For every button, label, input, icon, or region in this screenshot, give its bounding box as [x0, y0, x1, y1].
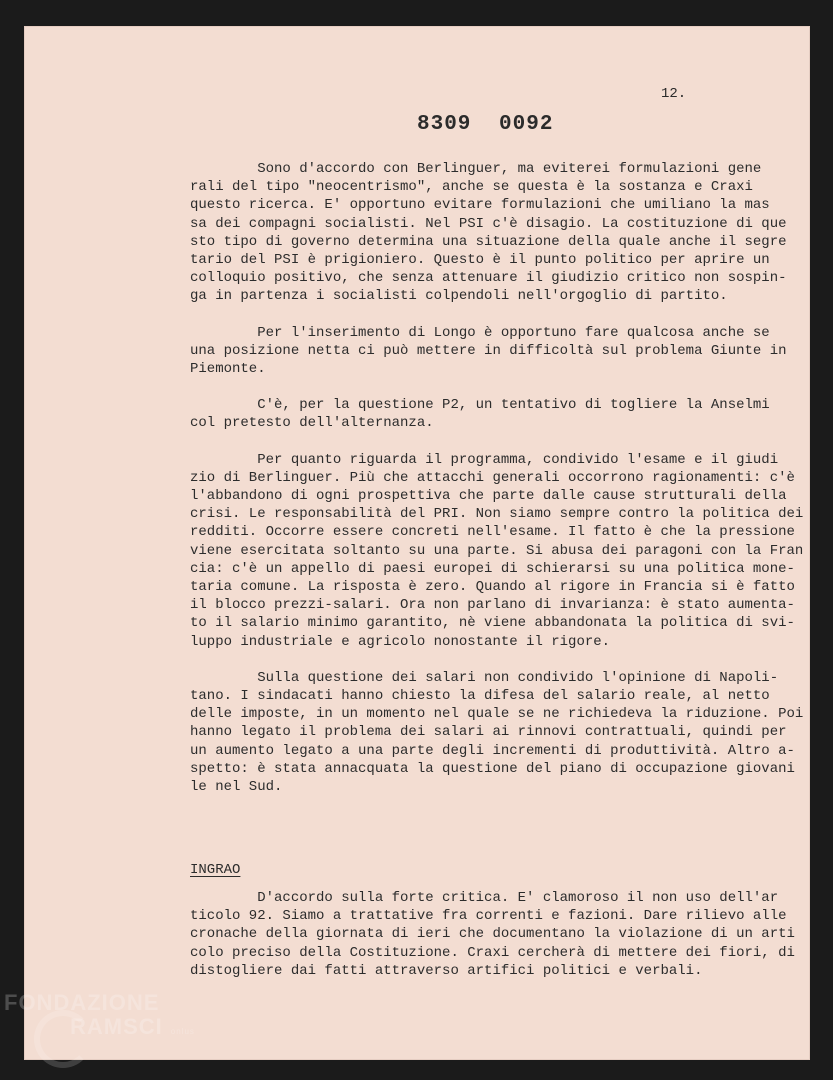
text-line: taria comune. La risposta è zero. Quando al rigore in Francia si è fatto	[190, 579, 795, 596]
text-line: Piemonte.	[190, 361, 266, 378]
watermark-line2-text: RAMSCI	[70, 1014, 163, 1039]
text-line: to il salario minimo garantito, nè viene abbandonata la politica di svi-	[190, 615, 795, 632]
page-number: 12.	[661, 86, 687, 102]
text-line: colloquio positivo, che senza attenuare il giudizio critico non sospin-	[190, 270, 787, 287]
paragraph	[190, 324, 787, 379]
text-line: viene esercitata soltanto su una parte. Si abusa dei paragoni con la Fran	[190, 542, 804, 559]
text-line: rali del tipo "neocentrismo", anche se questa è la sostanza e Craxi	[190, 179, 753, 196]
text-line: crisi. Le responsabilità del PRI. Non siamo sempre contro la politica dei	[190, 506, 804, 523]
text-line: tano. I sindacati hanno chiesto la difesa del salario reale, al netto	[190, 688, 770, 705]
text-line: ticolo 92. Siamo a trattative fra correnti e fazioni. Dare rilievo alle	[190, 908, 787, 925]
text-line: cia: c'è un appello di paesi europei di schierarsi su una politica mone-	[190, 560, 795, 577]
paragraph	[190, 396, 780, 432]
text-line: colo preciso della Costituzione. Craxi cercherà di mettere dei fiori, di	[190, 944, 795, 961]
text-line: spetto: è stata annacquata la questione del piano di occupazione giovani	[190, 760, 795, 777]
text-line: una posizione netta ci può mettere in difficoltà sul problema Giunte in	[190, 342, 787, 359]
text-line: delle imposte, in un momento nel quale se ne richiedeva la riduzione. Poi	[190, 706, 804, 723]
text-line: Per quanto riguarda il programma, condivido l'esame e il giudi	[190, 451, 779, 468]
text-line: Sulla questione dei salari non condivido l'opinione di Napoli-	[190, 669, 779, 686]
watermark-logo	[4, 990, 195, 1040]
text-line: Sono d'accordo con Berlinguer, ma eviterei formulazioni gene	[190, 161, 762, 177]
text-line: zio di Berlinguer. Più che attacchi generali occorrono ragionamenti: c'è	[190, 469, 795, 486]
speaker-heading: INGRAO	[190, 862, 241, 878]
text-line: D'accordo sulla forte critica. E' clamoroso il non uso dell'ar	[190, 890, 779, 906]
text-line: un aumento legato a una parte degli incrementi di produttività. Altro a-	[190, 742, 795, 759]
text-line: cronache della giornata di ieri che documentano la violazione di un arti	[190, 926, 795, 943]
main-text	[190, 160, 804, 814]
watermark-line2	[70, 1014, 195, 1040]
text-line: sto tipo di governo determina una situazione della quale anche il segre	[190, 233, 787, 250]
text-line: sa dei compagni socialisti. Nel PSI c'è disagio. La costituzione di que	[190, 215, 787, 232]
text-line: distogliere dai fatti attraverso artifici politici e verbali.	[190, 962, 703, 979]
text-line: col pretesto dell'alternanza.	[190, 415, 434, 432]
paragraph	[190, 669, 804, 796]
text-line: Per l'inserimento di Longo è opportuno fare qualcosa anche se	[190, 324, 770, 341]
paragraph	[190, 160, 787, 306]
text-line: redditi. Occorre essere concreti nell'esame. Il fatto è che la pressione	[190, 524, 795, 541]
text-line: l'abbandono di ogni prospettiva che parte dalle cause strutturali della	[190, 488, 787, 505]
text-line: le nel Sud.	[190, 779, 283, 796]
watermark-suffix: onlus	[170, 1027, 195, 1036]
text-line: hanno legato il problema dei salari ai rinnovi contrattuali, quindi per	[190, 724, 787, 741]
archive-stamp: 8309 0092	[417, 113, 554, 136]
text-line: C'è, per la questione P2, un tentativo di togliere la Anselmi	[190, 397, 770, 414]
text-line: luppo industriale e agricolo nonostante il rigore.	[190, 633, 611, 650]
text-line: il blocco prezzi-salari. Ora non parlano di invarianza: è stato aumenta-	[190, 597, 795, 614]
ingrao-text	[190, 889, 795, 980]
text-line: tario del PSI è prigioniero. Questo è il punto politico per aprire un	[190, 252, 770, 269]
text-line: questo ricerca. E' opportuno evitare formulazioni che umiliano la mas	[190, 197, 770, 214]
watermark-line1: FONDAZIONE	[4, 990, 160, 1015]
text-line: ga in partenza i socialisti colpendoli nell'orgoglio di partito.	[190, 288, 728, 305]
paragraph	[190, 451, 804, 651]
